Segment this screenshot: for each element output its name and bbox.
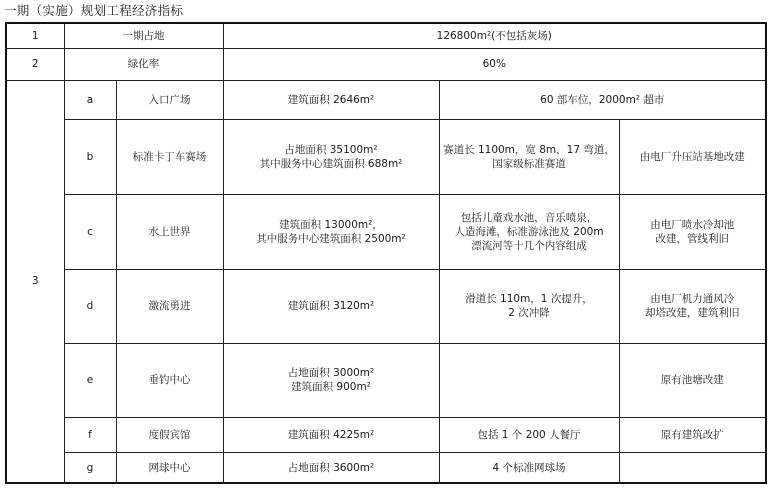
item-name: 水上世界 <box>116 194 223 269</box>
item-letter: f <box>64 417 116 452</box>
row-number: 1 <box>6 23 64 48</box>
indicator-value: 126800m²(不包括灰场) <box>223 23 766 48</box>
item-area-line: 占地面积 3000m² <box>287 367 375 380</box>
item-note <box>619 453 766 483</box>
table-row-3f <box>6 417 766 452</box>
item-letter: e <box>64 343 116 417</box>
item-area <box>223 194 439 269</box>
item-name: 垂钓中心 <box>116 343 223 417</box>
item-name: 度假宾馆 <box>116 417 223 452</box>
item-area-line: 建筑面积 13000m²， <box>279 218 383 231</box>
page-title: 一期（实施）规划工程经济指标 <box>4 3 184 18</box>
item-area-line: 占地面积 35100m² <box>284 144 378 156</box>
item-content <box>439 194 619 269</box>
item-content <box>439 417 619 452</box>
row-number: 2 <box>6 48 64 80</box>
item-name: 网球中心 <box>116 453 223 483</box>
table-row-3a <box>6 80 766 120</box>
item-area-line: 建筑面积 3120m² <box>287 300 375 313</box>
table-row-3c <box>6 194 766 269</box>
indicator-name: 一期占地 <box>64 23 223 48</box>
item-note-line: 原有建筑改扩 <box>660 428 724 441</box>
item-letter: b <box>64 120 116 194</box>
item-content-line: 4 个标准网球场 <box>492 461 566 474</box>
item-content-line: 赛道长 1100m，宽 8m，17 弯道， <box>443 144 615 156</box>
item-note <box>619 120 766 194</box>
item-letter: c <box>64 194 116 269</box>
item-letter: d <box>64 269 116 343</box>
indicator-table <box>5 22 767 484</box>
row-number: 3 <box>6 80 64 483</box>
item-note-line: 由电厂机力通风冷 <box>650 293 735 306</box>
item-content-line: 人造海滩，标准游泳池及 200m <box>454 225 604 238</box>
item-note <box>619 343 766 417</box>
item-area <box>223 417 439 452</box>
item-area-line: 其中服务中心建筑面积 2500m² <box>256 232 406 245</box>
item-content: 60 部车位，2000m² 超市 <box>439 80 766 120</box>
item-note-line: 却塔改建，建筑利旧 <box>645 307 740 320</box>
item-area <box>223 269 439 343</box>
item-content-line: 国家级标准赛道 <box>492 158 566 170</box>
item-letter: g <box>64 453 116 483</box>
item-area-line: 占地面积 3600m² <box>287 461 375 474</box>
item-note-line: 改建，管线利旧 <box>655 232 729 245</box>
item-note-line: 由电厂升压站基地改建 <box>639 151 745 163</box>
table-row-3g <box>6 453 766 483</box>
table-row-3b <box>6 120 766 194</box>
item-content <box>439 269 619 343</box>
item-content <box>439 453 619 483</box>
item-letter: a <box>64 80 116 120</box>
item-content-line: 2 次冲降 <box>508 307 550 320</box>
item-content-line: 包括 1 个 200 人餐厅 <box>477 428 581 441</box>
item-content-line: 滑道长 110m，1 次提升， <box>465 293 593 306</box>
indicator-name: 绿化率 <box>64 48 223 80</box>
item-content-line: 包括儿童戏水池，音乐喷泉， <box>460 211 598 224</box>
item-area-line: 其中服务中心建筑面积 688m² <box>259 158 403 170</box>
item-content-line: 漂流河等十几个内容组成 <box>471 239 587 252</box>
item-note <box>619 269 766 343</box>
item-area-line: 建筑面积 4225m² <box>287 428 375 441</box>
item-content <box>439 343 619 417</box>
item-area: 建筑面积 2646m² <box>223 80 439 120</box>
item-content <box>439 120 619 194</box>
table-row-3d <box>6 269 766 343</box>
table-row-3e <box>6 343 766 417</box>
item-note-line: 由电厂喷水冷却池 <box>650 218 735 231</box>
item-area <box>223 120 439 194</box>
item-note-line: 原有池塘改建 <box>660 374 724 387</box>
item-name: 激流勇进 <box>116 269 223 343</box>
item-note <box>619 417 766 452</box>
table-row-2 <box>6 48 766 80</box>
item-name: 标准卡丁车赛场 <box>116 120 223 194</box>
item-name: 入口广场 <box>116 80 223 120</box>
table-row-1 <box>6 23 766 48</box>
item-area <box>223 343 439 417</box>
item-area <box>223 453 439 483</box>
item-area-line: 建筑面积 900m² <box>291 381 371 394</box>
indicator-value: 60% <box>223 48 766 80</box>
item-note <box>619 194 766 269</box>
